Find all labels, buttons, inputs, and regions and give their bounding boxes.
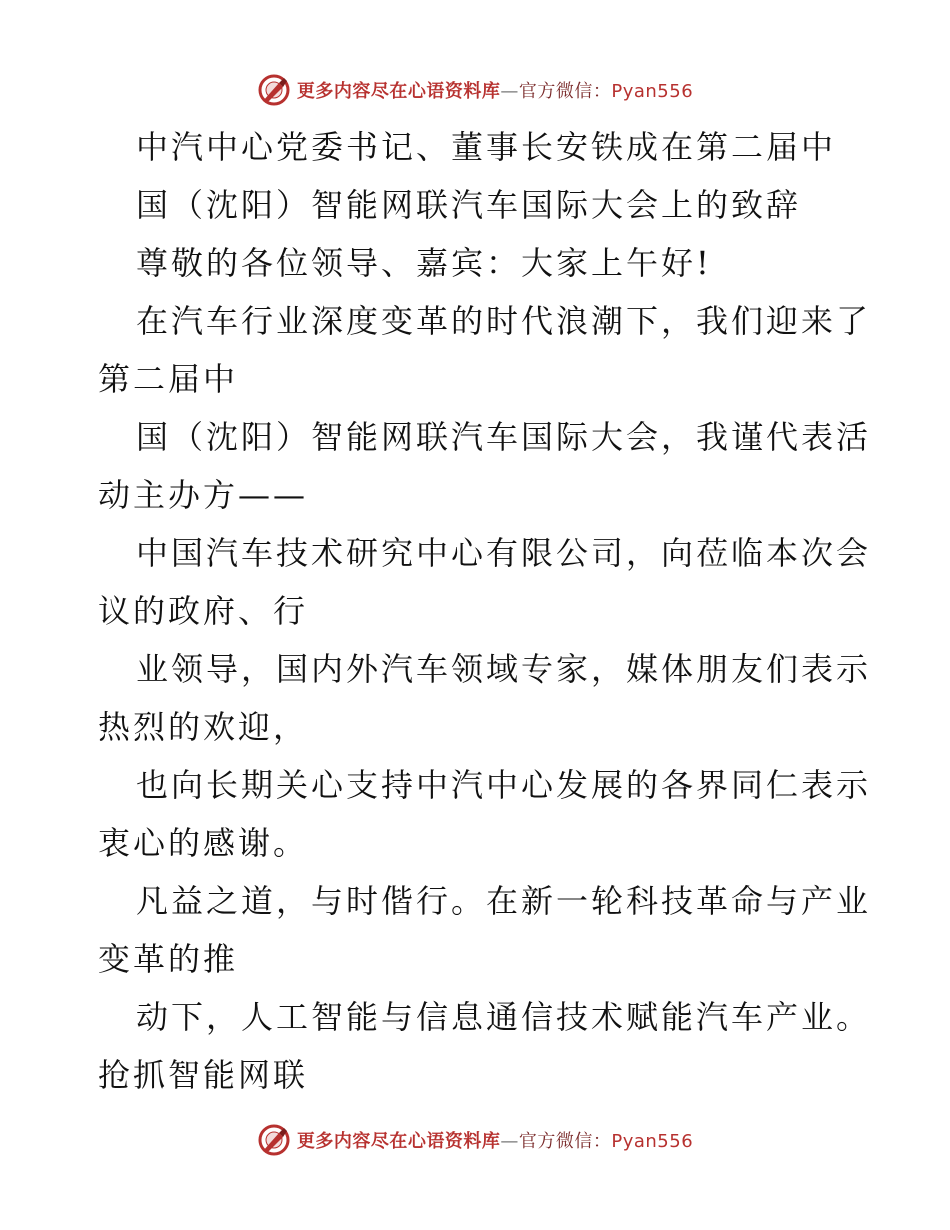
text-line: 动主办方—— — [98, 476, 309, 514]
pen-seal-icon — [257, 1123, 291, 1157]
text-line: 热烈的欢迎， — [98, 708, 309, 746]
document-body — [98, 118, 872, 1104]
text-line: 国（沈阳）智能网联汽车国际大会，我谨代表活 — [136, 418, 872, 456]
text-line: 中国汽车技术研究中心有限公司，向莅临本次会 — [136, 534, 872, 572]
text-line: 动下，人工智能与信息通信技术赋能汽车产业。 — [136, 998, 872, 1036]
text-line: 议的政府、行 — [98, 592, 309, 630]
banner-text — [297, 77, 693, 103]
header-banner — [0, 68, 950, 112]
banner-text — [297, 1127, 693, 1153]
banner-separator: — — [500, 1131, 519, 1152]
text-line: 尊敬的各位领导、嘉宾：大家上午好! — [136, 244, 712, 282]
text-line: 国（沈阳）智能网联汽车国际大会上的致辞 — [136, 186, 802, 224]
text-line: 抢抓智能网联 — [98, 1056, 309, 1094]
banner-prefix: 更多内容尽在心语资料库 — [296, 1131, 501, 1152]
text-line: 第二届中 — [98, 360, 239, 398]
banner-separator: — — [500, 81, 519, 102]
text-line: 也向长期关心支持中汽中心发展的各界同仁表示 — [136, 766, 872, 804]
text-line: 在汽车行业深度变革的时代浪潮下，我们迎来了 — [136, 302, 872, 340]
text-line: 业领导，国内外汽车领域专家，媒体朋友们表示 — [136, 650, 872, 688]
text-line: 变革的推 — [98, 940, 239, 978]
pen-seal-icon — [257, 73, 291, 107]
banner-prefix: 更多内容尽在心语资料库 — [296, 81, 501, 102]
banner-wechat-id: Pyan556 — [611, 81, 694, 102]
footer-banner — [0, 1118, 950, 1162]
banner-wechat-id: Pyan556 — [611, 1131, 694, 1152]
text-line: 凡益之道，与时偕行。在新一轮科技革命与产业 — [136, 882, 872, 920]
text-line: 衷心的感谢。 — [98, 824, 309, 862]
banner-label: 官方微信： — [518, 1131, 612, 1152]
banner-label: 官方微信： — [518, 81, 612, 102]
text-line: 中汽中心党委书记、董事长安铁成在第二届中 — [136, 128, 837, 166]
